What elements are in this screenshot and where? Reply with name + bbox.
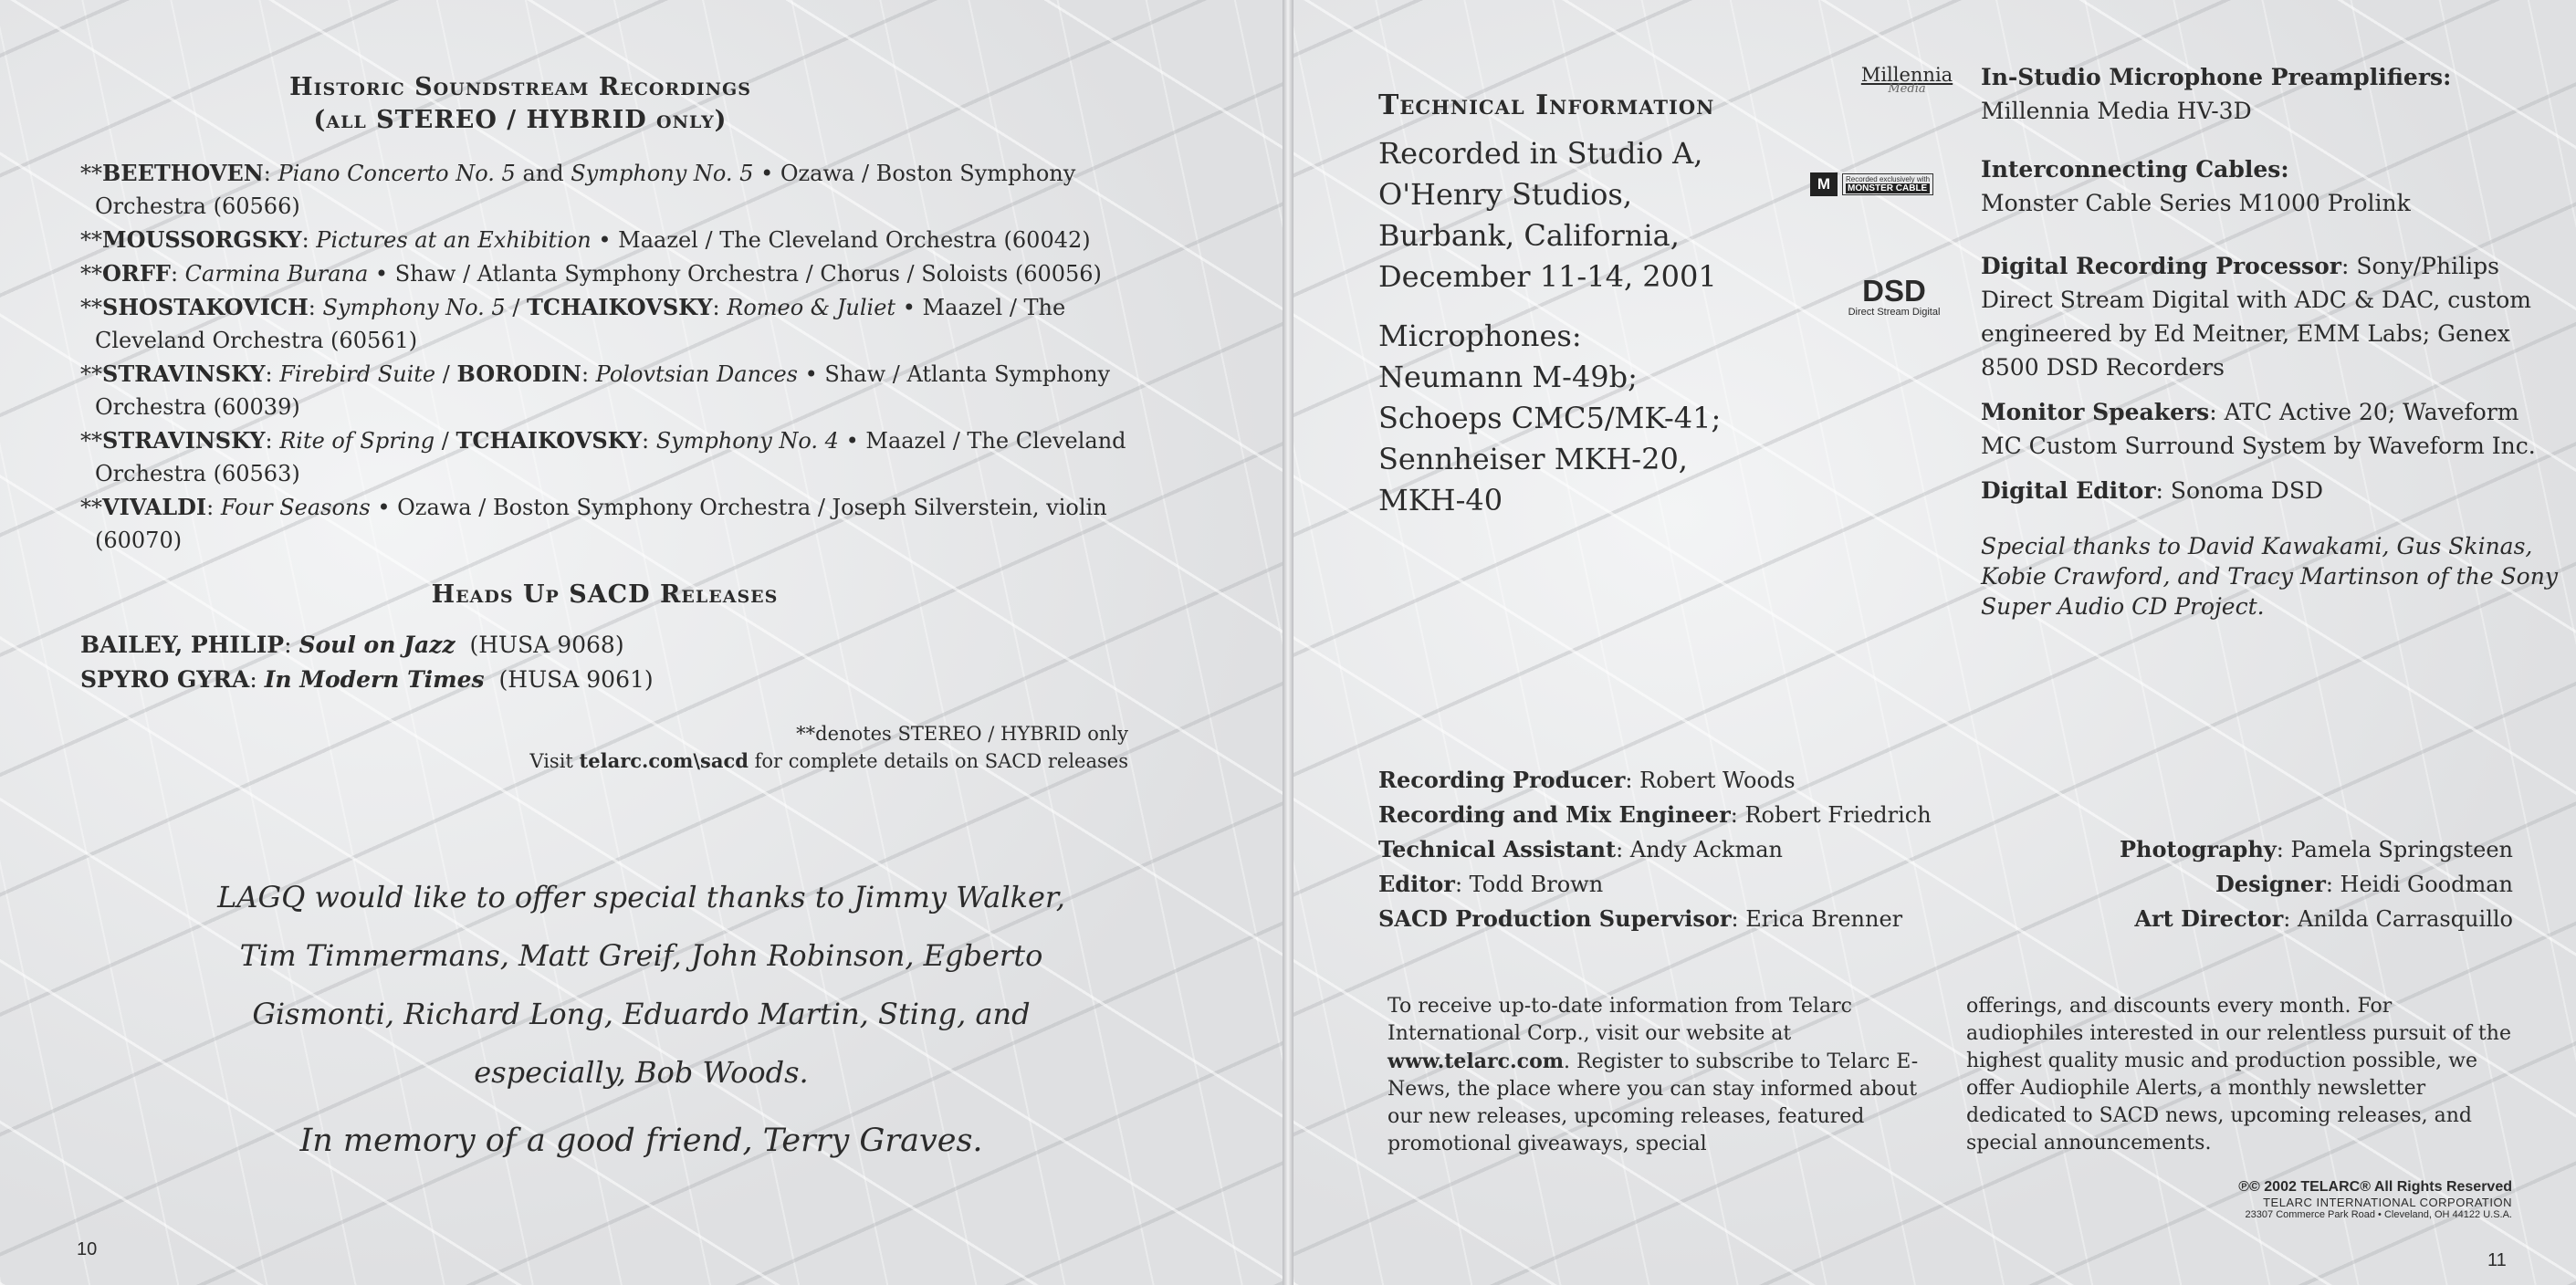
list-item: **VIVALDI: Four Seasons • Ozawa / Boston Symphony Orchestra / Joseph Silverstein, violin (60070) xyxy=(80,494,1107,553)
equipment-item: Digital Recording Processor: Sony/Philips Direct Stream Digital with ADC & DAC, custom engineered by Ed Meitner, EMM Labs; Genex 8500 DSD Recorders xyxy=(1981,253,2532,381)
tech-line: Microphones: xyxy=(1378,319,1582,353)
recording-location xyxy=(1378,133,1762,298)
tech-line: Schoeps CMC5/MK-41; xyxy=(1378,401,1722,435)
list-item: **MOUSSORGSKY: Pictures at an Exhibition • Maazel / The Cleveland Orchestra (60042) xyxy=(80,226,1091,253)
headsup-list xyxy=(80,628,1084,697)
list-item: **STRAVINSKY: Rite of Spring / TCHAIKOVSKY: Symphony No. 4 • Maazel / The Cleveland Orchestra (60563) xyxy=(80,427,1126,486)
equipment-list xyxy=(1981,60,2565,632)
monster-m-icon: M xyxy=(1810,172,1838,196)
millennia-logo: Millennia Media xyxy=(1860,64,1953,96)
equipment-item: In-Studio Microphone Preamplifiers: Millennia Media HV-3D xyxy=(1981,64,2452,124)
sony-special-thanks: Special thanks to David Kawakami, Gus Skinas, Kobie Crawford, and Tracy Martinson of the Sony Super Audio CD Project. xyxy=(1981,533,2558,620)
equipment-item: Digital Editor: Sonoma DSD xyxy=(1981,477,2324,504)
left-page xyxy=(0,0,1283,1285)
page-number-right: 11 xyxy=(2487,1250,2507,1270)
historic-subtitle: (all STEREO / HYBRID only) xyxy=(313,106,728,134)
list-item: **STRAVINSKY: Firebird Suite / BORODIN: Polovtsian Dances • Shaw / Atlanta Symphony Orchestra (60039) xyxy=(80,360,1111,420)
list-item: **BEETHOVEN: Piano Concerto No. 5 and Symphony No. 5 • Ozawa / Boston Symphony Orchestra (60566) xyxy=(80,160,1076,219)
tech-line: O'Henry Studios, xyxy=(1378,177,1632,212)
tech-line: Burbank, California, xyxy=(1378,218,1680,253)
credit-line: Recording and Mix Engineer: Robert Friedrich xyxy=(1378,801,1932,828)
credit-line: Designer: Heidi Goodman xyxy=(2215,871,2513,897)
thanks-line: LAGQ would like to offer special thanks to Jimmy Walker, xyxy=(217,880,1065,914)
credit-line: Art Director: Anilda Carrasquillo xyxy=(2134,905,2513,932)
design-credits xyxy=(2069,832,2513,936)
equipment-item: Monitor Speakers: ATC Active 20; Waveform MC Custom Surround System by Waveform Inc. xyxy=(1981,399,2536,459)
credit-line: Photography: Pamela Springsteen xyxy=(2119,836,2513,862)
list-item: BAILEY, PHILIP: Soul on Jazz (HUSA 9068) xyxy=(80,632,624,658)
telarc-info-col2: offerings, and discounts every month. For audiophiles interested in our relentless pursuit of the highest quality music and production possible, we offer Audiophile Alerts, a monthly newsletter dedicated to SACD news, upcoming releases, and special announcements. xyxy=(1966,995,2511,1154)
historic-recordings-list xyxy=(80,157,1130,558)
memorial-line: In memory of a good friend, Terry Graves. xyxy=(299,1123,983,1159)
thanks-line: Tim Timmermans, Matt Greif, John Robinson, Egberto xyxy=(239,938,1043,973)
technical-info-title: Technical Information xyxy=(1378,89,1715,121)
tech-line: Neumann M-49b; xyxy=(1378,360,1638,394)
credit-line: Technical Assistant: Andy Ackman xyxy=(1378,836,1783,862)
list-item: SPYRO GYRA: In Modern Times (HUSA 9061) xyxy=(80,666,654,693)
historic-title: Historic Soundstream Recordings xyxy=(289,73,751,101)
production-credits xyxy=(1378,763,1944,936)
page-number-left: 10 xyxy=(77,1239,98,1259)
monster-cable-logo: M Recorded exclusively with MONSTER CABLE xyxy=(1810,170,1956,199)
list-item: **SHOSTAKOVICH: Symphony No. 5 / TCHAIKOVSKY: Romeo & Juliet • Maazel / The Cleveland Orchestra (60561) xyxy=(80,294,1066,353)
sacd-notes xyxy=(456,721,1128,775)
microphones-list xyxy=(1378,316,1762,521)
copyright-block xyxy=(2024,1179,2512,1220)
special-thanks-block xyxy=(0,868,1283,1102)
copyright-line: ℗© 2002 TELARC® All Rights Reserved xyxy=(2238,1179,2512,1195)
stereo-hybrid-note: **denotes STEREO / HYBRID only xyxy=(796,723,1128,745)
company-address: 23307 Commerce Park Road • Cleveland, OH 44122 U.S.A. xyxy=(2245,1209,2512,1220)
thanks-line: Gismonti, Richard Long, Eduardo Martin, Sting, and xyxy=(252,997,1031,1031)
company-name: TELARC INTERNATIONAL CORPORATION xyxy=(2263,1196,2512,1209)
telarc-website-link: www.telarc.com xyxy=(1387,1050,1565,1073)
tech-line: Sennheiser MKH-20, xyxy=(1378,442,1688,476)
sacd-visit-note: Visit telarc.com\sacd for complete details on SACD releases xyxy=(529,749,1128,772)
telarc-sacd-link: telarc.com\sacd xyxy=(579,749,749,772)
book-gutter xyxy=(1283,0,1293,1285)
tech-line: Recorded in Studio A, xyxy=(1378,136,1703,171)
headsup-title: Heads Up SACD Releases xyxy=(431,580,779,609)
list-item: **ORFF: Carmina Burana • Shaw / Atlanta Symphony Orchestra / Chorus / Soloists (60056) xyxy=(80,260,1102,287)
tech-line: December 11-14, 2001 xyxy=(1378,259,1717,294)
equipment-item: Interconnecting Cables: Monster Cable Series M1000 Prolink xyxy=(1981,156,2411,216)
credit-line: SACD Production Supervisor: Erica Brenner xyxy=(1378,905,1903,932)
thanks-line: especially, Bob Woods. xyxy=(474,1055,809,1090)
dsd-logo: DSD Direct Stream Digital xyxy=(1848,274,1941,318)
credit-line: Editor: Todd Brown xyxy=(1378,871,1604,897)
telarc-info-col1: To receive up-to-date information from Telarc International Corp., visit our website at www.telarc.com. Register to subscribe to Telarc E-News, the place where you can stay informed about our new releases, upcoming releases, featured promotional giveaways, special xyxy=(1387,995,1919,1155)
credit-line: Recording Producer: Robert Woods xyxy=(1378,767,1796,793)
tech-line: MKH-40 xyxy=(1378,483,1503,517)
right-page xyxy=(1293,0,2576,1285)
